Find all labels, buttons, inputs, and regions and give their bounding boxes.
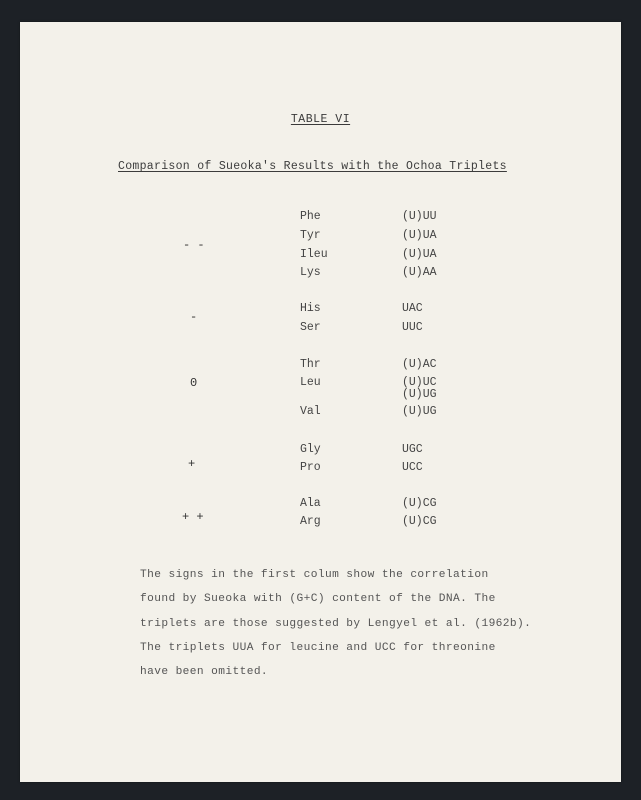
- amino-acid: Phe: [300, 210, 321, 223]
- correlation-sign: -: [190, 310, 198, 324]
- correlation-sign: 0: [190, 376, 198, 390]
- amino-acid: Val: [300, 405, 321, 418]
- table-title: TABLE VI: [290, 113, 351, 126]
- amino-acid: Ileu: [300, 248, 328, 261]
- triplet: (U)UA: [402, 248, 437, 261]
- amino-acid: Lys: [300, 266, 321, 279]
- table-subtitle: Comparison of Sueoka's Results with the Ochoa Triplets: [118, 160, 507, 173]
- triplet: (U)UU: [402, 210, 437, 223]
- amino-acid: Tyr: [300, 229, 321, 242]
- paragraph-line: triplets are those suggested by Lengyel et al. (1962b).: [140, 617, 532, 630]
- triplet: UAC: [402, 302, 423, 315]
- triplet: (U)UA: [402, 229, 437, 242]
- paragraph-line: The triplets UUA for leucine and UCC for threonine: [140, 641, 496, 654]
- triplet: (U)CG: [402, 497, 437, 510]
- triplet: UGC: [402, 443, 423, 456]
- correlation-sign: + +: [182, 510, 204, 524]
- paragraph-line: The signs in the first colum show the correlation: [140, 569, 489, 581]
- amino-acid: Ser: [300, 321, 321, 334]
- amino-acid: Pro: [300, 461, 321, 474]
- amino-acid: Leu: [300, 376, 321, 389]
- amino-acid: Ala: [300, 497, 321, 510]
- footnote-paragraph: [140, 563, 590, 684]
- amino-acid: Gly: [300, 443, 321, 456]
- triplet: (U)AC: [402, 358, 437, 371]
- triplet: (U)CG: [402, 515, 437, 528]
- amino-acid: His: [300, 302, 321, 315]
- paragraph-line: have been omitted.: [140, 666, 269, 679]
- correlation-sign: +: [188, 457, 196, 471]
- amino-acid: Arg: [300, 515, 321, 528]
- triplet: UCC: [402, 461, 423, 474]
- triplet: (U)UG: [402, 388, 437, 401]
- amino-acid: Thr: [300, 358, 321, 371]
- triplet: (U)UC: [402, 376, 437, 389]
- triplet: (U)UG: [402, 405, 437, 418]
- triplet: UUC: [402, 321, 423, 334]
- correlation-sign: - -: [183, 238, 205, 252]
- paragraph-line: found by Sueoka with (G+C) content of the DNA. The: [140, 593, 496, 606]
- triplet: (U)AA: [402, 266, 437, 279]
